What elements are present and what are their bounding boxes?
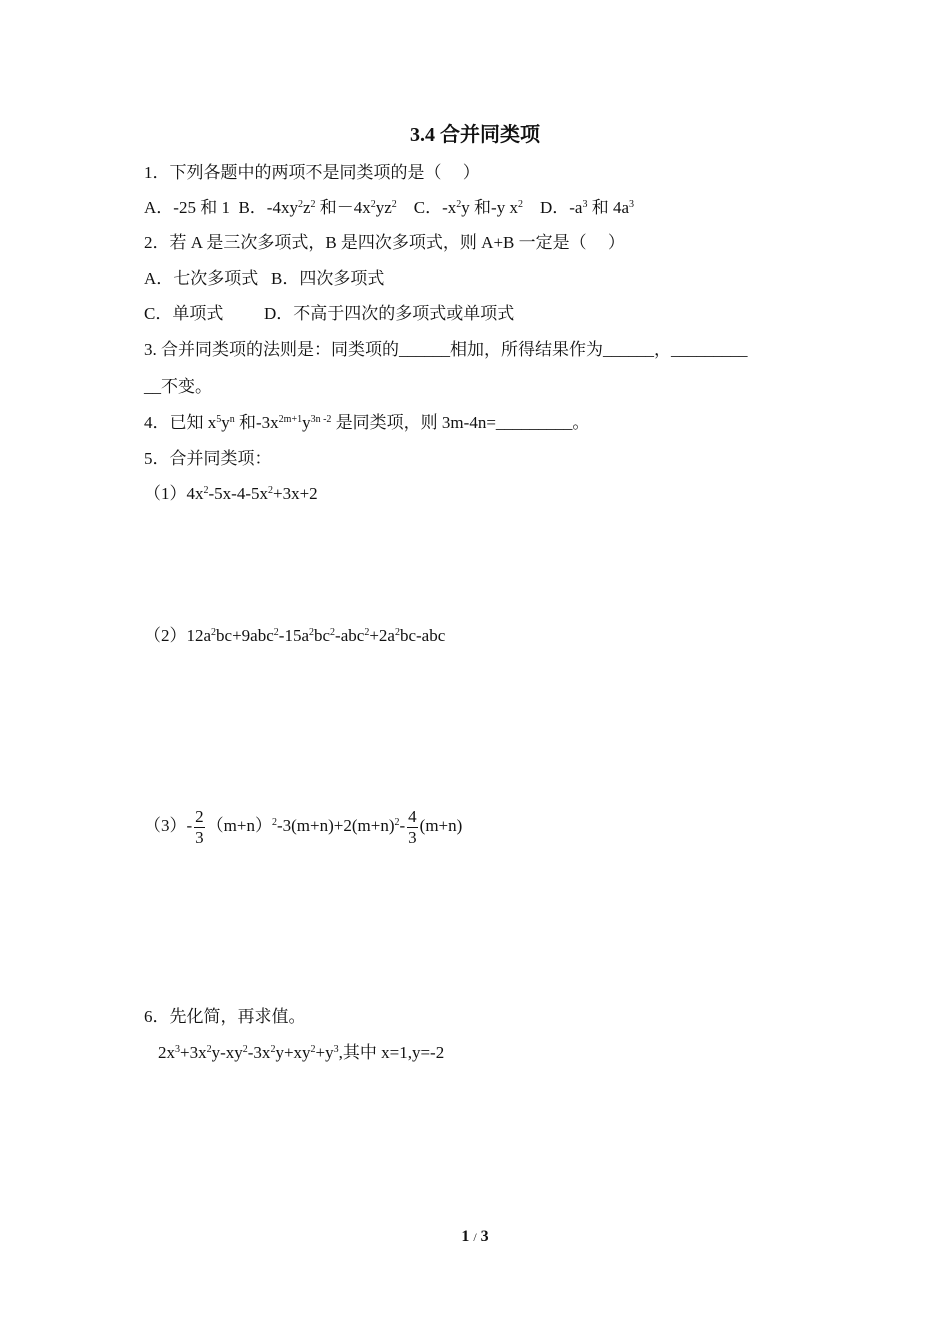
question-6-expression: $2x^3+3x^2y-xy^2-3x^2y+xy^2+y^3$,其中 x=1,y=-2 [158,1043,445,1062]
page-title: 3.4 合并同类项 [410,124,540,146]
q1-option-b: B．$-4xy^2z^2$ 和$-4x^2yz^2$ [238,198,397,217]
q1-option-c: C．$-x^2y$ 和-y $x^2$ [413,198,523,217]
question-2-options-cd [144,303,514,325]
question-1-options [144,197,634,219]
question-2-options-ab [144,268,384,290]
page-number: 1 / 3 [461,1228,489,1245]
question-5-stem: 5．合并同类项： [144,449,272,468]
q2-option-c: C．单项式 [144,304,224,323]
question-3-line-2: __不变。 [144,377,212,396]
question-3-line-1: 3. 合并同类项的法则是：同类项的______相加，所得结果作为______，_________ [144,340,748,359]
fraction-four-thirds: $\frac{4}{3}$ [408,806,417,847]
q2-option-b: B．四次多项式 [271,269,385,288]
question-5-part-3: （3）- $\frac{2}{3}$ $(m+n)^2-3(m+n)+2(m+n)^2-$ $\frac{4}{3}$ (m+n) [144,806,463,847]
question-6-stem: 6．先化简，再求值。 [144,1007,306,1026]
question-5-part-2: $(2)12a^2bc+9abc^2-15a^2bc^2-abc^2+2a^2bc$-abc [144,626,446,645]
question-2-stem: 2．若 A 是三次多项式，B 是四次多项式，则 A+B 一定是（ ） [144,233,625,252]
question-4: 4．已知 $x^5y^n$ 和$-3x^{2m+1}y^{3n -2}$ 是同类项，则 3m-4n=_________。 [144,413,590,432]
q2-option-d: D．不高于四次的多项式或单项式 [264,304,515,323]
question-5-part-1: $(1)4x^2-5x-4-5x^2+3x+2$ [144,484,318,503]
q1-option-d: D．$-a^3$ 和 $4a^3$ [539,198,634,217]
q2-option-a: A．七次多项式 [144,269,259,288]
question-1-stem: 1．下列各题中的两项不是同类项的是（ ） [144,163,480,182]
q1-option-a: A．-25 和 1 [144,198,230,217]
fraction-two-thirds: $\frac{2}{3}$ [195,806,204,847]
